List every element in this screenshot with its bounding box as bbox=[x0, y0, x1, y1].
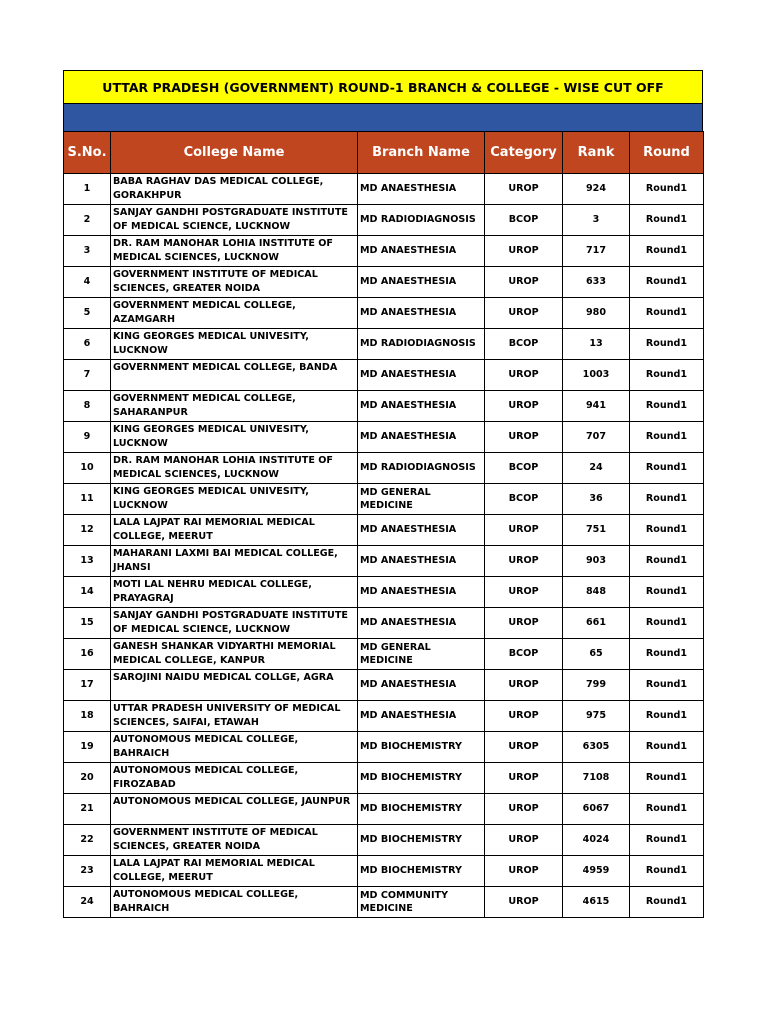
cell-sno: 10 bbox=[64, 453, 111, 484]
cell-category: UROP bbox=[485, 763, 563, 794]
cell-round: Round1 bbox=[630, 639, 704, 670]
table-row bbox=[64, 887, 704, 918]
cell-category: UROP bbox=[485, 298, 563, 329]
cell-category: BCOP bbox=[485, 484, 563, 515]
cell-sno: 3 bbox=[64, 236, 111, 267]
cell-branch-name: MD ANAESTHESIA bbox=[358, 701, 485, 732]
table-row bbox=[64, 515, 704, 546]
cell-branch-name: MD ANAESTHESIA bbox=[358, 174, 485, 205]
header-rank: Rank bbox=[563, 132, 630, 174]
cell-sno: 12 bbox=[64, 515, 111, 546]
cell-branch-name: MD BIOCHEMISTRY bbox=[358, 763, 485, 794]
cell-college-name: DR. RAM MANOHAR LOHIA INSTITUTE OF MEDICAL SCIENCES, LUCKNOW bbox=[111, 236, 358, 267]
cell-branch-name: MD ANAESTHESIA bbox=[358, 391, 485, 422]
cell-college-name: GOVERNMENT INSTITUTE OF MEDICAL SCIENCES, GREATER NOIDA bbox=[111, 267, 358, 298]
cell-rank: 717 bbox=[563, 236, 630, 267]
cell-branch-name: MD ANAESTHESIA bbox=[358, 267, 485, 298]
cell-round: Round1 bbox=[630, 608, 704, 639]
cell-college-name: MAHARANI LAXMI BAI MEDICAL COLLEGE, JHANSI bbox=[111, 546, 358, 577]
cell-college-name: KING GEORGES MEDICAL UNIVESITY, LUCKNOW bbox=[111, 484, 358, 515]
cell-round: Round1 bbox=[630, 236, 704, 267]
cell-sno: 24 bbox=[64, 887, 111, 918]
cell-category: UROP bbox=[485, 360, 563, 391]
cell-rank: 980 bbox=[563, 298, 630, 329]
cell-round: Round1 bbox=[630, 329, 704, 360]
cell-college-name: GOVERNMENT INSTITUTE OF MEDICAL SCIENCES, GREATER NOIDA bbox=[111, 825, 358, 856]
cell-round: Round1 bbox=[630, 298, 704, 329]
cell-college-name: AUTONOMOUS MEDICAL COLLEGE, JAUNPUR bbox=[111, 794, 358, 825]
cell-category: BCOP bbox=[485, 453, 563, 484]
cutoff-sheet bbox=[63, 70, 703, 918]
header-row bbox=[64, 132, 704, 174]
header-sno: S.No. bbox=[64, 132, 111, 174]
cell-college-name: SANJAY GANDHI POSTGRADUATE INSTITUTE OF MEDICAL SCIENCE, LUCKNOW bbox=[111, 608, 358, 639]
cell-branch-name: MD BIOCHEMISTRY bbox=[358, 856, 485, 887]
cell-branch-name: MD BIOCHEMISTRY bbox=[358, 732, 485, 763]
header-branch-name: Branch Name bbox=[358, 132, 485, 174]
cell-branch-name: MD RADIODIAGNOSIS bbox=[358, 329, 485, 360]
cutoff-table bbox=[63, 131, 704, 918]
cell-rank: 903 bbox=[563, 546, 630, 577]
cell-rank: 7108 bbox=[563, 763, 630, 794]
cell-category: UROP bbox=[485, 267, 563, 298]
cell-branch-name: MD GENERAL MEDICINE bbox=[358, 639, 485, 670]
cell-round: Round1 bbox=[630, 515, 704, 546]
cell-category: UROP bbox=[485, 794, 563, 825]
cell-round: Round1 bbox=[630, 174, 704, 205]
cell-rank: 1003 bbox=[563, 360, 630, 391]
cell-college-name: BABA RAGHAV DAS MEDICAL COLLEGE, GORAKHPUR bbox=[111, 174, 358, 205]
cell-category: UROP bbox=[485, 236, 563, 267]
cell-sno: 5 bbox=[64, 298, 111, 329]
cell-rank: 4615 bbox=[563, 887, 630, 918]
table-row bbox=[64, 329, 704, 360]
cell-round: Round1 bbox=[630, 546, 704, 577]
table-row bbox=[64, 794, 704, 825]
cell-round: Round1 bbox=[630, 670, 704, 701]
cell-rank: 6067 bbox=[563, 794, 630, 825]
cell-sno: 1 bbox=[64, 174, 111, 205]
header-round: Round bbox=[630, 132, 704, 174]
cell-sno: 4 bbox=[64, 267, 111, 298]
cell-branch-name: MD COMMUNITY MEDICINE bbox=[358, 887, 485, 918]
cell-sno: 21 bbox=[64, 794, 111, 825]
table-row bbox=[64, 856, 704, 887]
cell-college-name: SAROJINI NAIDU MEDICAL COLLGE, AGRA bbox=[111, 670, 358, 701]
cell-branch-name: MD BIOCHEMISTRY bbox=[358, 825, 485, 856]
cell-college-name: GOVERNMENT MEDICAL COLLEGE, BANDA bbox=[111, 360, 358, 391]
table-row bbox=[64, 391, 704, 422]
cell-sno: 2 bbox=[64, 205, 111, 236]
cell-rank: 6305 bbox=[563, 732, 630, 763]
cell-round: Round1 bbox=[630, 267, 704, 298]
table-row bbox=[64, 577, 704, 608]
table-row bbox=[64, 360, 704, 391]
cell-rank: 633 bbox=[563, 267, 630, 298]
cell-round: Round1 bbox=[630, 701, 704, 732]
cell-branch-name: MD ANAESTHESIA bbox=[358, 515, 485, 546]
cell-rank: 799 bbox=[563, 670, 630, 701]
cell-category: UROP bbox=[485, 732, 563, 763]
table-row bbox=[64, 453, 704, 484]
cell-rank: 24 bbox=[563, 453, 630, 484]
cell-round: Round1 bbox=[630, 577, 704, 608]
cell-category: UROP bbox=[485, 515, 563, 546]
cell-branch-name: MD ANAESTHESIA bbox=[358, 236, 485, 267]
cell-round: Round1 bbox=[630, 391, 704, 422]
cell-rank: 941 bbox=[563, 391, 630, 422]
cell-category: BCOP bbox=[485, 639, 563, 670]
cell-sno: 9 bbox=[64, 422, 111, 453]
cell-branch-name: MD RADIODIAGNOSIS bbox=[358, 453, 485, 484]
cell-sno: 23 bbox=[64, 856, 111, 887]
table-row bbox=[64, 763, 704, 794]
cell-sno: 17 bbox=[64, 670, 111, 701]
cell-college-name: SANJAY GANDHI POSTGRADUATE INSTITUTE OF MEDICAL SCIENCE, LUCKNOW bbox=[111, 205, 358, 236]
cell-college-name: LALA LAJPAT RAI MEMORIAL MEDICAL COLLEGE, MEERUT bbox=[111, 856, 358, 887]
cell-college-name: KING GEORGES MEDICAL UNIVESITY, LUCKNOW bbox=[111, 329, 358, 360]
cell-college-name: LALA LAJPAT RAI MEMORIAL MEDICAL COLLEGE, MEERUT bbox=[111, 515, 358, 546]
cell-round: Round1 bbox=[630, 732, 704, 763]
cell-round: Round1 bbox=[630, 422, 704, 453]
cell-college-name: GANESH SHANKAR VIDYARTHI MEMORIAL MEDICAL COLLEGE, KANPUR bbox=[111, 639, 358, 670]
table-row bbox=[64, 732, 704, 763]
cell-category: UROP bbox=[485, 856, 563, 887]
cell-rank: 848 bbox=[563, 577, 630, 608]
cell-category: UROP bbox=[485, 670, 563, 701]
cell-round: Round1 bbox=[630, 205, 704, 236]
cell-branch-name: MD ANAESTHESIA bbox=[358, 422, 485, 453]
table-row bbox=[64, 422, 704, 453]
cell-college-name: AUTONOMOUS MEDICAL COLLEGE, FIROZABAD bbox=[111, 763, 358, 794]
table-row bbox=[64, 174, 704, 205]
sheet-title: UTTAR PRADESH (GOVERNMENT) ROUND-1 BRANCH & COLLEGE - WISE CUT OFF bbox=[63, 70, 703, 104]
cell-round: Round1 bbox=[630, 794, 704, 825]
cell-sno: 7 bbox=[64, 360, 111, 391]
cell-branch-name: MD ANAESTHESIA bbox=[358, 298, 485, 329]
table-row bbox=[64, 825, 704, 856]
cell-college-name: KING GEORGES MEDICAL UNIVESITY, LUCKNOW bbox=[111, 422, 358, 453]
cell-category: UROP bbox=[485, 422, 563, 453]
table-row bbox=[64, 298, 704, 329]
table-row bbox=[64, 205, 704, 236]
cell-round: Round1 bbox=[630, 484, 704, 515]
cell-round: Round1 bbox=[630, 453, 704, 484]
cell-college-name: UTTAR PRADESH UNIVERSITY OF MEDICAL SCIENCES, SAIFAI, ETAWAH bbox=[111, 701, 358, 732]
cell-sno: 19 bbox=[64, 732, 111, 763]
cell-round: Round1 bbox=[630, 825, 704, 856]
cell-branch-name: MD ANAESTHESIA bbox=[358, 670, 485, 701]
cell-category: UROP bbox=[485, 608, 563, 639]
cell-sno: 20 bbox=[64, 763, 111, 794]
table-row bbox=[64, 639, 704, 670]
table-row bbox=[64, 236, 704, 267]
cell-sno: 13 bbox=[64, 546, 111, 577]
cell-round: Round1 bbox=[630, 856, 704, 887]
cell-branch-name: MD GENERAL MEDICINE bbox=[358, 484, 485, 515]
cell-category: UROP bbox=[485, 174, 563, 205]
cell-rank: 4959 bbox=[563, 856, 630, 887]
cell-category: BCOP bbox=[485, 329, 563, 360]
cell-sno: 16 bbox=[64, 639, 111, 670]
cell-category: BCOP bbox=[485, 205, 563, 236]
cell-sno: 6 bbox=[64, 329, 111, 360]
cell-college-name: AUTONOMOUS MEDICAL COLLEGE, BAHRAICH bbox=[111, 732, 358, 763]
cell-category: UROP bbox=[485, 546, 563, 577]
cell-college-name: DR. RAM MANOHAR LOHIA INSTITUTE OF MEDICAL SCIENCES, LUCKNOW bbox=[111, 453, 358, 484]
cell-rank: 707 bbox=[563, 422, 630, 453]
cell-branch-name: MD ANAESTHESIA bbox=[358, 577, 485, 608]
cell-college-name: MOTI LAL NEHRU MEDICAL COLLEGE, PRAYAGRAJ bbox=[111, 577, 358, 608]
cell-college-name: GOVERNMENT MEDICAL COLLEGE, AZAMGARH bbox=[111, 298, 358, 329]
cell-branch-name: MD ANAESTHESIA bbox=[358, 360, 485, 391]
cell-rank: 975 bbox=[563, 701, 630, 732]
cell-round: Round1 bbox=[630, 887, 704, 918]
cell-category: UROP bbox=[485, 887, 563, 918]
cell-sno: 18 bbox=[64, 701, 111, 732]
table-row bbox=[64, 267, 704, 298]
cell-branch-name: MD ANAESTHESIA bbox=[358, 608, 485, 639]
header-category: Category bbox=[485, 132, 563, 174]
cell-branch-name: MD ANAESTHESIA bbox=[358, 546, 485, 577]
cell-sno: 15 bbox=[64, 608, 111, 639]
cell-branch-name: MD RADIODIAGNOSIS bbox=[358, 205, 485, 236]
cell-sno: 22 bbox=[64, 825, 111, 856]
table-body bbox=[64, 174, 704, 918]
cell-college-name: AUTONOMOUS MEDICAL COLLEGE, BAHRAICH bbox=[111, 887, 358, 918]
table-row bbox=[64, 608, 704, 639]
table-row bbox=[64, 670, 704, 701]
header-college-name: College Name bbox=[111, 132, 358, 174]
cell-rank: 924 bbox=[563, 174, 630, 205]
cell-round: Round1 bbox=[630, 360, 704, 391]
cell-category: UROP bbox=[485, 701, 563, 732]
cell-category: UROP bbox=[485, 825, 563, 856]
cell-round: Round1 bbox=[630, 763, 704, 794]
cell-sno: 8 bbox=[64, 391, 111, 422]
cell-rank: 751 bbox=[563, 515, 630, 546]
cell-rank: 36 bbox=[563, 484, 630, 515]
cell-sno: 11 bbox=[64, 484, 111, 515]
cell-branch-name: MD BIOCHEMISTRY bbox=[358, 794, 485, 825]
header-band bbox=[63, 104, 703, 131]
table-row bbox=[64, 484, 704, 515]
cell-rank: 13 bbox=[563, 329, 630, 360]
cell-rank: 4024 bbox=[563, 825, 630, 856]
cell-rank: 3 bbox=[563, 205, 630, 236]
cell-sno: 14 bbox=[64, 577, 111, 608]
cell-category: UROP bbox=[485, 577, 563, 608]
cell-college-name: GOVERNMENT MEDICAL COLLEGE, SAHARANPUR bbox=[111, 391, 358, 422]
cell-rank: 661 bbox=[563, 608, 630, 639]
table-row bbox=[64, 546, 704, 577]
cell-rank: 65 bbox=[563, 639, 630, 670]
table-row bbox=[64, 701, 704, 732]
cell-category: UROP bbox=[485, 391, 563, 422]
